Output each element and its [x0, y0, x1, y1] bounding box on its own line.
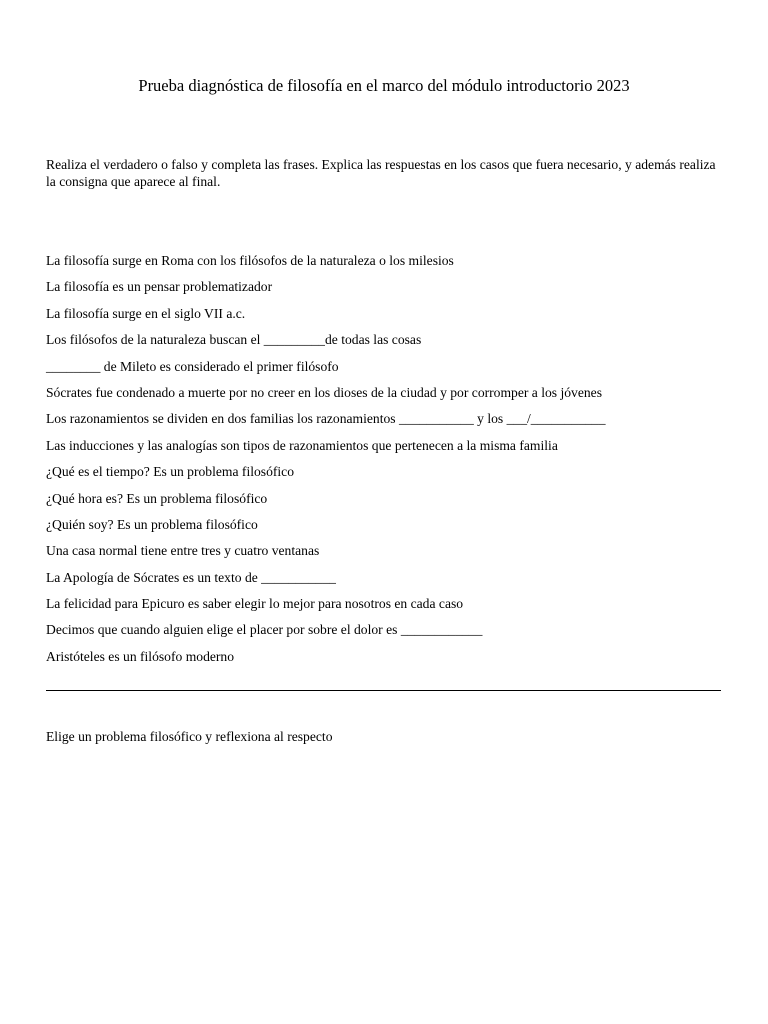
statement-item: Los filósofos de la naturaleza buscan el _________de todas las cosas — [46, 332, 422, 348]
statement-item: Los razonamientos se dividen en dos familias los razonamientos ___________ y los ___/___________ — [46, 411, 606, 427]
statement-item: ¿Quién soy? Es un problema filosófico — [46, 516, 258, 532]
statement-item: ________ de Mileto es considerado el primer filósofo — [46, 358, 339, 374]
statement-item: ¿Qué hora es? Es un problema filosófico — [46, 490, 268, 506]
statement-item: Una casa normal tiene entre tres y cuatro ventanas — [46, 543, 320, 559]
statement-item: La filosofía es un pensar problematizador — [46, 279, 273, 295]
statement-item: Las inducciones y las analogías son tipos de razonamientos que pertenecen a la misma familia — [46, 437, 558, 453]
statement-item: La felicidad para Epicuro es saber elegir lo mejor para nosotros en cada caso — [46, 596, 464, 612]
instructions-paragraph: Realiza el verdadero o falso y completa las frases. Explica las respuestas en los casos que fuera necesario, y además realiza la consigna que aparece al final. — [46, 157, 716, 189]
statement-item: ¿Qué es el tiempo? Es un problema filosófico — [46, 464, 295, 480]
horizontal-divider — [46, 690, 721, 691]
statement-item: Decimos que cuando alguien elige el placer por sobre el dolor es ____________ — [46, 622, 483, 638]
document-title: Prueba diagnóstica de filosofía en el marco del módulo introductorio 2023 — [138, 76, 630, 95]
statement-item: La Apología de Sócrates es un texto de ___________ — [46, 569, 336, 585]
statement-item: La filosofía surge en Roma con los filósofos de la naturaleza o los milesios — [46, 253, 454, 268]
statement-list — [46, 252, 606, 674]
statement-item: La filosofía surge en el siglo VII a.c. — [46, 305, 246, 321]
final-task: Elige un problema filosófico y reflexiona al respecto — [46, 729, 333, 744]
statement-item: Sócrates fue condenado a muerte por no creer en los dioses de la ciudad y por corromper a los jóvenes — [46, 384, 603, 400]
statement-item: Aristóteles es un filósofo moderno — [46, 648, 235, 664]
